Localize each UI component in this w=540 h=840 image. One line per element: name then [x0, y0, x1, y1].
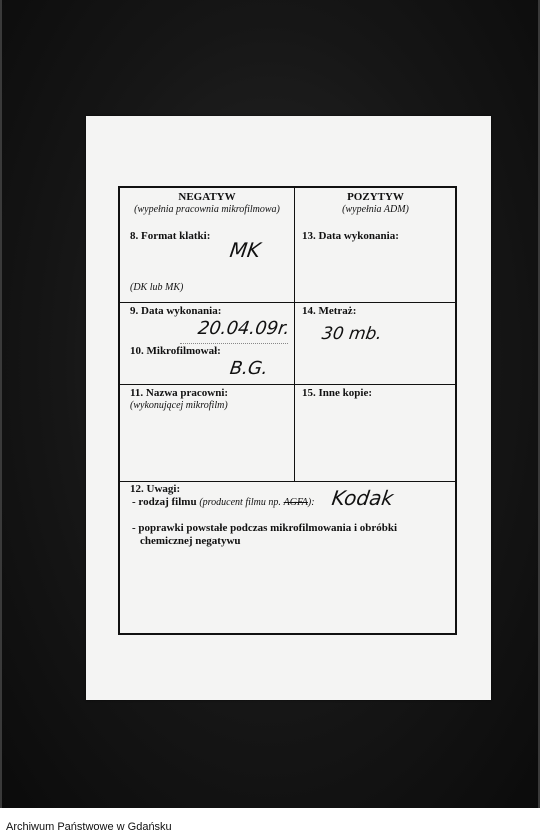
pozytyw-subheading: (wypełnia ADM) — [342, 204, 409, 215]
field-11-hint: (wykonującej mikrofilm) — [130, 400, 228, 411]
film-type-line — [132, 496, 315, 508]
field-14-label: 14. Metraż: — [302, 305, 357, 317]
field-15-label: 15. Inne kopie: — [302, 387, 372, 399]
field-13-label: 13. Data wykonania: — [302, 230, 399, 242]
corrections-line-1: - poprawki powstałe podczas mikrofilmowania i obróbki — [132, 522, 398, 534]
film-type-label: - rodzaj filmu — [132, 496, 197, 508]
row-divider — [120, 302, 455, 303]
archive-credit: Archiwum Państwowe w Gdańsku — [6, 821, 172, 833]
footer-bar — [0, 808, 540, 840]
pozytyw-heading: POZYTYW — [347, 191, 404, 203]
row-divider — [120, 384, 455, 385]
column-divider — [294, 188, 295, 481]
film-type-value: Kodak — [330, 486, 395, 510]
corrections-line-2: chemicznej negatywu — [140, 535, 241, 547]
field-9-label: 9. Data wykonania: — [130, 305, 222, 317]
field-8-value: MK — [228, 238, 263, 262]
field-10-label: 10. Mikrofilmował: — [130, 345, 221, 357]
field-10-value: B.G. — [228, 358, 270, 379]
field-11-label: 11. Nazwa pracowni: — [130, 387, 229, 399]
negatyw-subheading: (wypełnia pracownia mikrofilmowa) — [134, 204, 280, 215]
film-type-hint-close: ): — [307, 497, 315, 508]
field-8-label: 8. Format klatki: — [130, 230, 211, 242]
field-8-hint: (DK lub MK) — [130, 282, 184, 293]
film-type-hint: (producent filmu np. — [199, 497, 281, 508]
row-divider — [120, 481, 455, 482]
field-14-value: 30 mb. — [320, 324, 384, 344]
film-type-example: AGFA — [283, 497, 308, 508]
field-9-value: 20.04.09r. — [196, 318, 292, 339]
negatyw-heading: NEGATYW — [178, 191, 236, 203]
dotted-line — [180, 343, 288, 344]
microfilm-form — [118, 186, 457, 635]
field-12-label: 12. Uwagi: — [130, 483, 181, 495]
